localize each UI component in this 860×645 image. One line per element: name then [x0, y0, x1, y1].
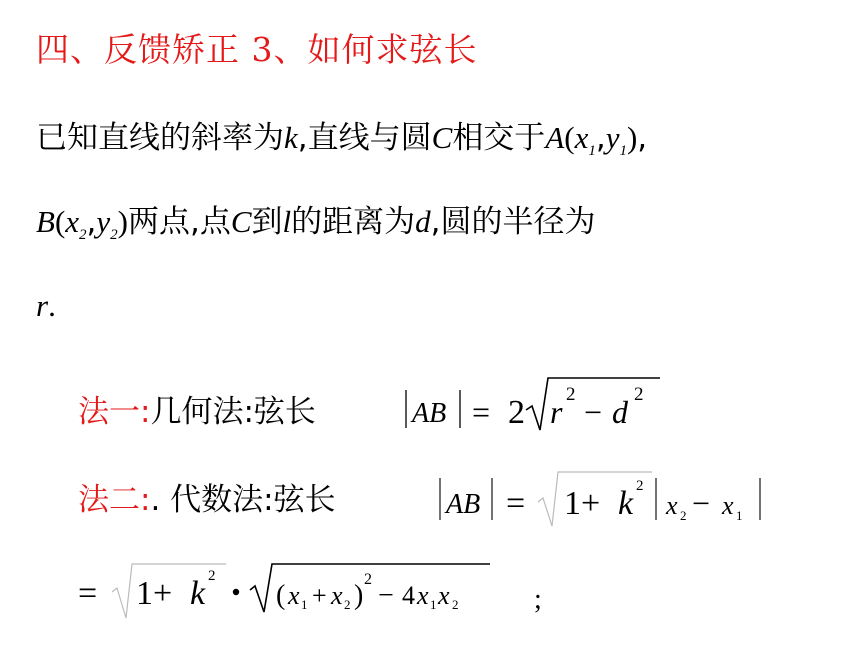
method-1-text: 几何法:弦长	[150, 394, 316, 430]
svg-text:x: x	[722, 491, 734, 520]
comma: ,	[595, 120, 606, 156]
svg-text:1+: 1+	[136, 575, 173, 612]
svg-text:4: 4	[402, 581, 415, 610]
svg-text:−: −	[584, 394, 603, 430]
paren: )	[626, 120, 638, 155]
svg-text:2: 2	[508, 394, 525, 431]
subscript: 1	[619, 143, 627, 160]
var-y: y	[605, 120, 620, 155]
svg-text:(: (	[276, 580, 286, 611]
var-B: B	[36, 204, 55, 239]
method-2-formula	[430, 464, 775, 534]
svg-text:1: 1	[430, 597, 437, 612]
svg-text:2: 2	[680, 508, 687, 523]
svg-text:−: −	[378, 580, 394, 611]
svg-text:2: 2	[208, 568, 216, 584]
var-A: A	[545, 120, 565, 155]
method-2-text: . 代数法:弦长	[150, 482, 336, 518]
text: 到	[251, 204, 283, 240]
svg-text:2: 2	[636, 478, 644, 494]
svg-text:+: +	[312, 581, 327, 610]
var-x: x	[574, 120, 589, 155]
method-1-line	[78, 392, 316, 432]
var-d: d	[415, 204, 431, 239]
var-r: r	[36, 288, 49, 323]
slide-title: 四、反馈矫正 3、如何求弦长	[36, 30, 478, 69]
svg-text:=: =	[506, 485, 526, 522]
svg-text:=: =	[78, 575, 98, 612]
var-y: y	[96, 204, 111, 239]
var-x: x	[65, 204, 80, 239]
method-1-label: 法一:	[78, 394, 151, 430]
svg-text:1: 1	[736, 508, 743, 523]
method-2-continued-formula	[74, 552, 574, 632]
svg-text:x: x	[417, 581, 429, 610]
svg-text:AB: AB	[446, 489, 481, 520]
svg-text:1+: 1+	[564, 485, 601, 522]
paren: (	[54, 204, 66, 239]
svg-text:2: 2	[452, 597, 459, 612]
var-l: l	[282, 204, 292, 239]
comma: ,	[86, 204, 97, 240]
var-k: k	[284, 120, 298, 155]
svg-text:x: x	[288, 581, 300, 610]
svg-text:AB: AB	[412, 398, 447, 429]
subscript: 2	[110, 227, 118, 244]
svg-text:r: r	[550, 394, 563, 430]
problem-line-2	[36, 202, 596, 255]
svg-text:2: 2	[566, 384, 576, 405]
comma: ,	[637, 120, 648, 156]
svg-text:x: x	[438, 581, 450, 610]
svg-text:x: x	[666, 491, 678, 520]
var-C: C	[230, 204, 252, 239]
subscript: 1	[588, 143, 596, 160]
svg-text:1: 1	[301, 597, 308, 612]
var-C: C	[431, 120, 453, 155]
paren: )	[117, 204, 128, 239]
svg-text:=: =	[472, 394, 491, 430]
svg-text:x: x	[331, 581, 343, 610]
svg-text:k: k	[190, 575, 206, 612]
text: 相交于	[452, 120, 546, 156]
problem-line-1	[36, 118, 647, 171]
method-2-label: 法二:	[78, 482, 151, 518]
text: 的距离为	[291, 204, 416, 240]
text: 已知直线的斜率为	[36, 120, 284, 156]
subscript: 2	[79, 227, 87, 244]
period: .	[48, 288, 56, 323]
method-1-formula	[398, 370, 678, 440]
text: 两点,点	[127, 204, 231, 240]
text: ,圆的半径为	[430, 204, 596, 240]
svg-text:2: 2	[364, 571, 372, 588]
text: ,直线与圆	[297, 120, 432, 156]
svg-text:): )	[354, 580, 364, 611]
svg-text:2: 2	[344, 597, 351, 612]
svg-text:d: d	[612, 394, 628, 430]
problem-line-3	[36, 286, 56, 326]
method-2-line	[78, 480, 336, 520]
semicolon: ;	[534, 584, 542, 615]
svg-text:−: −	[692, 485, 711, 521]
svg-text:2: 2	[634, 384, 644, 405]
paren: (	[564, 120, 575, 155]
svg-text:k: k	[618, 485, 634, 522]
